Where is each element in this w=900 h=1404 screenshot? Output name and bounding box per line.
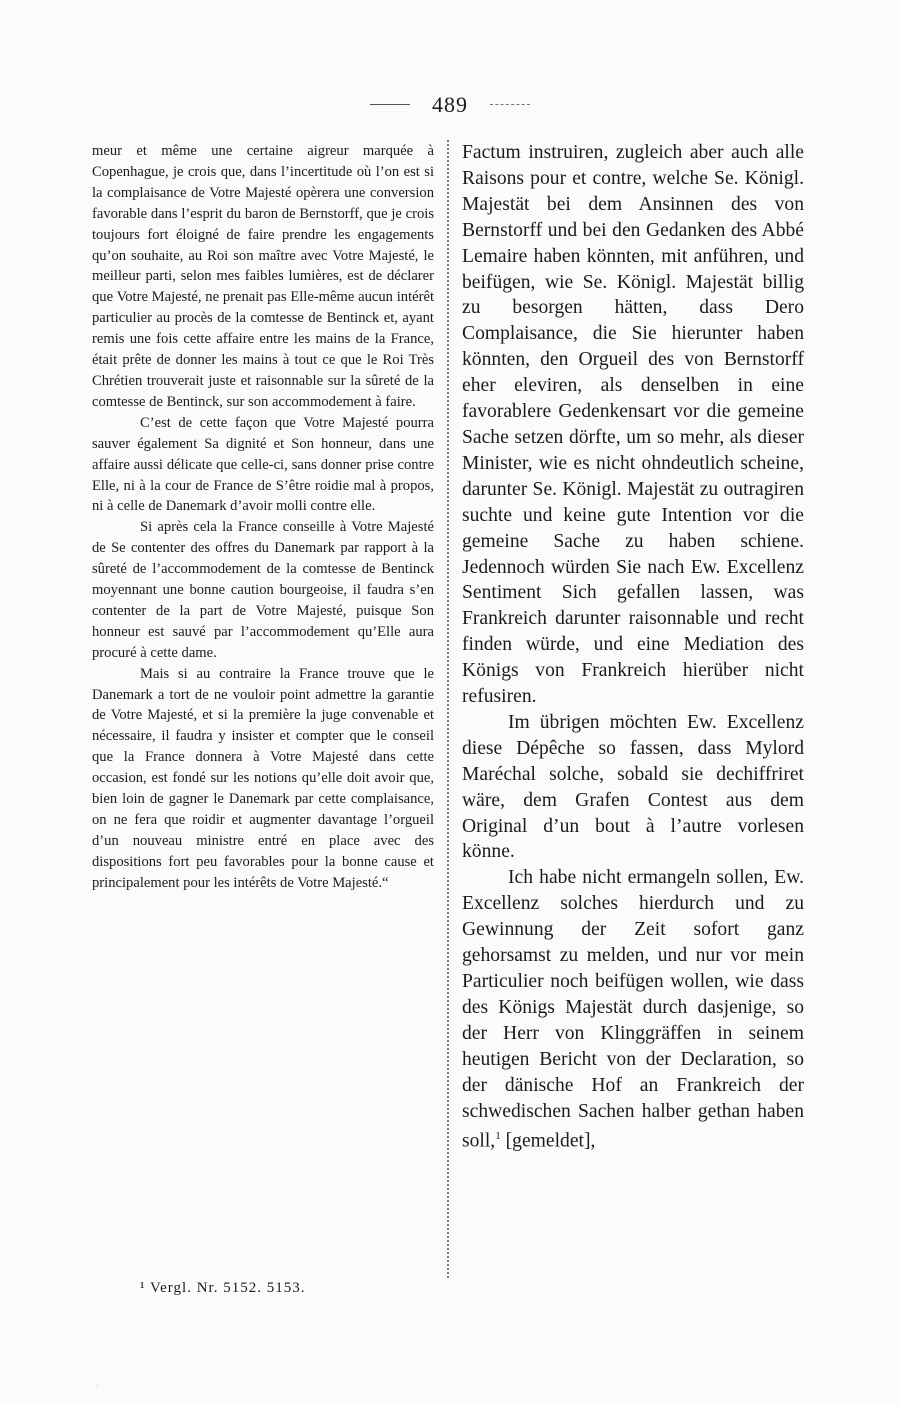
left-column-french — [92, 141, 434, 894]
left-paragraph-4: Mais si au contraire la France trouve que le Danemark a tort de ne vouloir point admettre la garantie de Votre Majesté, et si la première la juge convenable et nécessaire, il faudra y insister et compter que le conseil que la France donnera à Votre Majesté dans cette occasion, est fondé sur les notions qu’elle doit avoir que, bien loin de gagner le Danemark par cette complaisance, on ne fera que roidir et augmenter davantage l’orgueil d’un nouveau ministre entré en place avec des dispositions fort peu favorables pour la bonne cause et principalement pour les intérêts de Votre Majesté.“ — [92, 665, 434, 891]
page-number: 489 — [432, 92, 468, 117]
right-paragraph-3-tail: [gemeldet], — [505, 1130, 596, 1152]
footnote: ¹ Vergl. Nr. 5152. 5153. — [140, 1280, 306, 1296]
right-paragraph-2: Im übrigen möchten Ew. Excellenz diese Dépêche so fassen, dass Mylord Maréchal solche, sobald sie dechiffriret wäre, dem Grafen Contest aus dem Original d’un bout à l’autre vorlesen könne. — [462, 711, 804, 863]
header-rule-left — [370, 104, 410, 105]
page-header — [0, 92, 900, 122]
footnote-reference: 1 — [495, 1130, 501, 1143]
left-paragraph-2: C’est de cette façon que Votre Majesté pourra sauver également Sa dignité et Son honneur, dans une affaire aussi délicate que celle-ci, sans donner prise contre Elle, ni à la cour de France de S’être roidie mal à propos, ni à celle de Danemark d’avoir molli contre elle. — [92, 414, 434, 515]
column-divider — [447, 140, 449, 1278]
right-paragraph-3 — [462, 865, 804, 1155]
right-paragraph-1: Factum instruiren, zugleich aber auch alle Raisons pour et contre, welche Se. Königl. Majestät bei dem Ansinnen des von Bernstorff und bei den Gedanken des Abbé Lemaire haben könnten, mit anführen, und beifügen, wie Se. Königl. Majestät billig zu besorgen hätten, dass Dero Complaisance, die Sie hierunter haben könnten, den Orgueil des von Bernstorff eher eleviren, als denselben in eine favorablere Gedenkensart vor die gemeine Sache setzen dörfte, um so mehr, als dieser Minister, wie es nicht ohndeutlich scheine, darunter Se. Königl. Majestät zu outragiren suchte und keine gute Intention vor die gemeine Sache zu haben schiene. Jedennoch würden Sie nach Ew. Excellenz Sentiment Sich gefallen lassen, was Frankreich darunter raisonnable und recht finden würde, und eine Mediation des Königs von Frankreich hierüber nicht refusiren. — [462, 142, 804, 708]
right-column-german — [462, 140, 804, 1155]
right-paragraph-3-text: Ich habe nicht ermangeln sollen, Ew. Excellenz solches hierdurch und zu Gewinnung der Zeit sofort ganz gehorsamst zu melden, und nur vor mein Particulier noch beifügen wollen, wie dass des Königs Majestät durch dasjenige, so der Herr von Klinggräffen in seinem heutigen Bericht von der Declaration, so der dänische Hof an Frankreich der schwedischen Sachen halber gethan haben soll, — [462, 867, 804, 1152]
scan-speck: · — [96, 1382, 99, 1391]
header-rule-right — [490, 104, 530, 106]
left-paragraph-3: Si après cela la France conseille à Votre Majesté de Se contenter des offres du Danemark par rapport à la sûreté de l’accommodement de la comtesse de Bentinck moyennant une bonne caution bourgeoise, il faudra s’en contenter de la part de Votre Majesté, puisque Son honneur est sauvé par l’accommodement qu’Elle aura procuré à cette dame. — [92, 519, 434, 661]
left-paragraph-1: meur et même une certaine aigreur marquée à Copenhague, je crois que, dans l’incertitude où l’on est si la complaisance de Votre Majesté opèrera une conversion favorable dans l’esprit du baron de Bernstorff, que je crois toujours fort éloigné de faire prendre les engagements qu’on souhaite, au Roi son maître avec Votre Majesté, le meilleur parti, selon mes faibles lumières, est de déclarer que Votre Majesté, ne prenait pas Elle-même aucun intérêt particulier au procès de la comtesse de Bentinck et, ayant remis une fois cette affaire entre les mains de la France, était prête de donner les mains à tout ce que le Roi Très Chrétien trouverait juste et raisonnable sur la sûreté de la comtesse de Bentinck, sur son accommodement à faire. — [92, 143, 434, 410]
